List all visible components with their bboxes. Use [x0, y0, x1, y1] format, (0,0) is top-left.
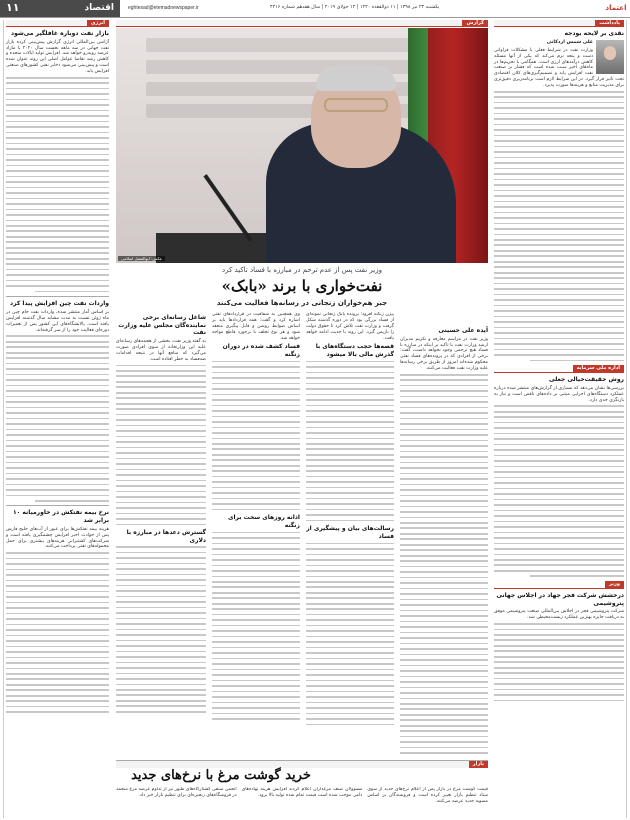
main-story — [116, 20, 488, 818]
story-subheading: اذانه روزهای سخت برای زنگنه — [227, 514, 300, 529]
left-story2-text-lines — [6, 335, 109, 501]
story-text-column-3 — [212, 312, 300, 752]
right-subsection-tag: اداره ملی سرمایه — [573, 365, 624, 372]
lead-photo — [116, 28, 488, 263]
right-subsection-tagbar — [494, 365, 624, 373]
bottom-headline: خرید گوشت مرغ با نرخ‌های جدید — [131, 768, 311, 783]
left-story2-body: بر اساس آمار منتشر شده، واردات نفت خام چین در ماه ژوئن نسبت به مدت مشابه سال گذشته افزایش یافته است. پالایشگاه‌های این کشور پس از تعمیرات دوره‌ای فعالیت خود را از سر گرفته‌اند. — [6, 309, 109, 333]
author-photo — [596, 40, 624, 74]
right-subsection-tagbar — [494, 581, 624, 589]
story-paragraph: وی همچنین به شفافیت در قراردادهای نفتی اشاره کرد و گفت: همه قراردادها باید بر اساس ضوابط روشن و قابل پیگیری منعقد شود و هر نوع تخلف با برخورد قاطع مواجه خواهد شد. — [212, 312, 300, 341]
story-text-lines — [212, 361, 300, 511]
right-column — [491, 20, 627, 818]
bottom-text-columns — [116, 787, 488, 818]
story-subheading: فساد کشف شده در دوران زنگنه — [222, 343, 300, 359]
story-subheading: رسالت‌های بیان و پیشگیری از فساد — [306, 525, 394, 540]
story-text-lines — [212, 532, 300, 720]
masthead — [0, 0, 630, 18]
date-line: یکشنبه ۲۳ تیر ۱۳۹۸ | ۱۱ ذوالقعده ۱۴۴۰ | ۱۴ جولای ۲۰۱۹ | سال هفدهم شماره ۴۴۱۶ — [270, 5, 440, 11]
page-number: ۱۱ — [6, 1, 20, 15]
right-subsection-tag: وزیر — [605, 581, 624, 588]
bottom-section-tag: بازار — [469, 761, 488, 768]
right-tagbar — [494, 20, 624, 27]
left-story3-body: هزینه بیمه نفتکش‌ها برای عبور از آب‌های خلیج فارس پس از حوادث اخیر افزایش چشمگیری یافته است و شرکت‌های کشتیرانی هزینه‌های بیشتری برای حمل محموله‌های نفتی پرداخت می‌کنند. — [6, 526, 109, 550]
photo-speaker-glasses — [324, 98, 388, 112]
story-byline: آیده علی حسینی — [438, 327, 488, 334]
note-body: وزارت نفت در شرایط فعلی با مشکلات فراوانی دست و پنجه نرم می‌کند که یکی از آنها مسئله کاهش درآمدهای ارزی است. همگامی با تحریم‌ها در ماه‌های اخیر سبب شده است که فشار بر صنعت نفت افزایش یابد و تصمیم‌گیری‌های کلان اقتصادی تحت تاثیر قرار گیرد. در این شرایط لازم است برنامه‌ریزی دقیق‌تری برای مدیریت منابع و هزینه‌ها صورت پذیرد. — [494, 47, 624, 89]
story-text-lines — [116, 365, 206, 526]
left-story1-text-lines — [6, 77, 109, 292]
right-story3-body: شرکت پتروشیمی فجر در اجلاس بین‌المللی صنعت پتروشیمی موفق به دریافت جایزه بهترین عملکرد زیست‌محیطی شد. — [494, 609, 624, 621]
left-column — [3, 20, 113, 818]
story-subheading: قصه‌ها حجب دستگاه‌های با گذرش مالی بالا میشود — [315, 343, 394, 359]
left-story3-headline: نرخ بیمه نفتکش در خاورمیانه ۱۰ برابر شد — [12, 509, 109, 525]
right-story2-headline: روش حقیقت‌خیالی جعلی — [549, 376, 624, 384]
note-headline: نقدی بر لایحه بودجه — [564, 30, 624, 37]
story-paragraph: وزیر نفت در مراسم معارفه و تکریم مدیران ارشد وزارت نفت با تاکید بر اینکه در مبارزه با فساد هیچ ترحمی وجود نخواهد داشت، گفت: برخی از افرادی که در پرونده‌های فساد نفتی محکوم شده‌اند امروز از طریق برخی رسانه‌ها علیه وزارت نفت فعالیت می‌کنند. — [400, 336, 488, 372]
section-name: اقتصاد — [84, 2, 114, 13]
section-header — [0, 0, 120, 17]
story-kicker: وزیر نفت پس از عدم ترحم در مبارزه با فساد تاکید کرد — [222, 266, 382, 274]
bottom-paragraph: انجمن صنفی کشتارگاه‌های طیور نیز از تداوم عرضه مرغ منجمد در فروشگاه‌های زنجیره‌ای برای تنظیم بازار خبر داد. — [116, 787, 237, 798]
bottom-story — [116, 760, 488, 818]
photo-credit: عکس: ابوالفضل اسلامی — [118, 256, 165, 261]
right-section-tag: یادداشت — [595, 20, 624, 27]
divider — [6, 296, 109, 297]
story-text-column-4 — [116, 312, 206, 752]
newspaper-logo: اعتماد — [605, 4, 627, 13]
story-subheading: شاغل رسانه‌ای برخی نماینده‌گان مجلس علیه وزارت نفت — [118, 314, 206, 337]
photo-microphone — [203, 174, 252, 242]
right-story3-text-lines — [494, 623, 624, 701]
story-text-lines — [116, 546, 206, 712]
divider — [6, 505, 109, 506]
main-tagbar — [116, 20, 488, 27]
story-text-lines — [306, 361, 394, 522]
right-story3-headline: درخشش شرکت فجر جهاد در اجلاس جهانی پتروشیمی — [496, 591, 624, 607]
story-text-column-1 — [400, 325, 488, 765]
story-subheading: گسترش دعدها در مبارزه با دلاری — [126, 529, 206, 544]
story-text-lines — [306, 543, 394, 726]
story-paragraph: بیژن زنگنه افزود: پرونده بابک زنجانی نمونه‌ای از فساد بزرگی بود که در دوره گذشته شکل گرفت و وزارت نفت تلاش کرد تا حقوق دولت را بازپس گیرد. این روند با جدیت ادامه خواهد یافت. — [306, 312, 394, 341]
left-story1-headline: بازار نفت دوباره غافلگیر می‌شود — [11, 30, 109, 37]
left-story1-body: آژانس بین‌المللی انرژی گزارش پیش‌بینی کرده بازار نفت جهانی در سه ماهه نخست سال ۲۰۲۰ با مازاد عرضه روبه‌رو خواهد شد. افزایش تولید ایالات متحده و کاهش رشد تقاضا عوامل اصلی این روند عنوان شده است و پیش‌بینی می‌شود ذخایر نفتی کشورهای صنعتی افزایش یابد. — [6, 39, 110, 75]
story-subhead: جبر هم‌خواران زنجانی در رسانه‌ها فعالیت می‌کنند — [216, 299, 388, 307]
right-story2-body: بررسی‌ها نشان می‌دهد که بسیاری از گزارش‌های منتشر شده درباره عملکرد دستگاه‌های اجرایی مبتنی بر داده‌های ناقص است و نیاز به بازنگری جدی دارد. — [494, 385, 624, 403]
note-text-lines — [494, 91, 624, 361]
story-text-lines — [400, 374, 488, 754]
note-author: علی شمس اردکانی — [546, 39, 593, 45]
left-story2-headline: واردات نفت چین افزایش پیدا کرد — [10, 300, 109, 308]
photo-speaker-hair — [316, 66, 396, 91]
left-tagbar — [6, 20, 109, 27]
main-section-tag: گزارش — [462, 20, 488, 27]
bottom-paragraph: مسوولان صنف مرغداران اعلام کردند افزایش هزینه نهاده‌های دامی موجب شده است قیمت تمام شده تولید بالا برود. — [241, 787, 363, 798]
right-story2-text-lines — [494, 405, 624, 577]
left-story3-text-lines — [6, 552, 109, 713]
story-text-column-2 — [306, 312, 394, 752]
story-paragraph: به گفته وزیر نفت، بخشی از هجمه‌های رسانه‌ای علیه این وزارتخانه از سوی افرادی صورت می‌گیرد که منافع آنها در نتیجه اقدامات ضدفساد به خطر افتاده است. — [116, 339, 206, 362]
email-link[interactable]: eghtesad@etemadnewspaper.ir — [128, 5, 199, 12]
bottom-tagbar — [116, 761, 488, 768]
left-section-tag: انرژی — [87, 20, 109, 27]
bottom-paragraph: قیمت گوشت مرغ در بازار پس از اعلام نرخ‌های جدید از سوی ستاد تنظیم بازار تغییر کرده است و فروشندگان بر اساس مصوبه جدید عرضه می‌کنند. — [367, 787, 488, 804]
story-headline: نفت‌خواری با برند «بابک» — [221, 277, 383, 295]
